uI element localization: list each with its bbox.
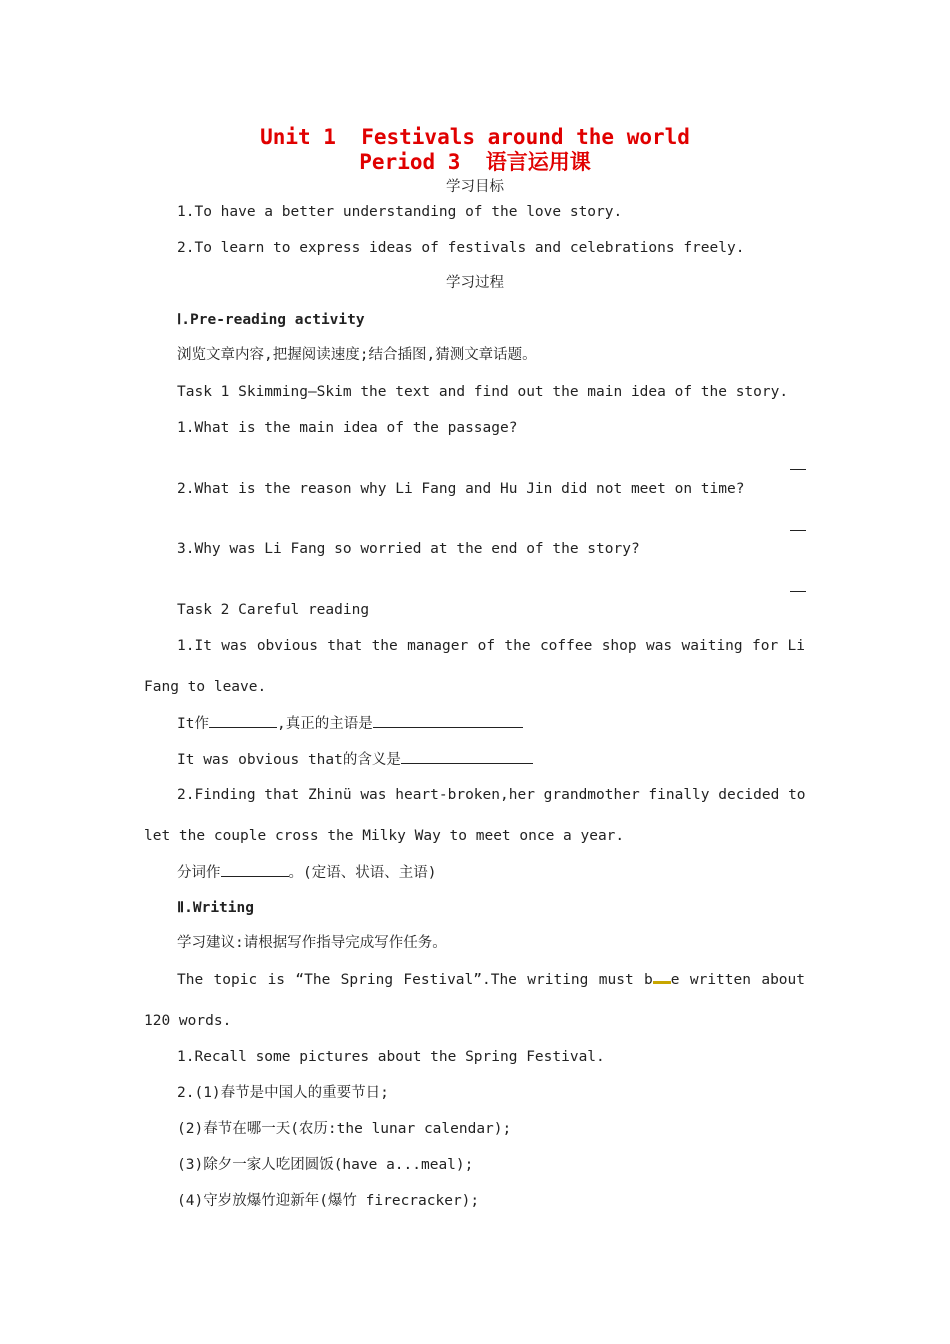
question-text: 。(定语、状语、主语): [288, 865, 437, 881]
fill-in-question: [177, 862, 436, 883]
answer-line[interactable]: [790, 591, 806, 592]
writing-step: (2)春节在哪一天(农历:the lunar calendar);: [177, 1121, 512, 1137]
reading-sentence: 2.Finding that Zhinü was heart-broken,her grandmother finally decided to: [177, 787, 806, 803]
fill-in-question: [177, 749, 533, 770]
answer-blank[interactable]: [373, 713, 523, 728]
section-instruction: 浏览文章内容,把握阅读速度;结合插图,猜测文章话题。: [177, 347, 537, 363]
reading-sentence-continued: let the couple cross the Milky Way to meet once a year.: [144, 828, 625, 844]
writing-topic: [177, 970, 805, 990]
document-title: Unit 1 Festivals around the world: [260, 125, 690, 149]
highlight-mark: [653, 971, 671, 984]
question-text: It作: [177, 716, 209, 732]
topic-text: The topic is “The Spring Festival”.The writing must b: [177, 972, 653, 988]
question-item: 3.Why was Li Fang so worried at the end of the story?: [177, 541, 640, 557]
goal-item: 2.To learn to express ideas of festivals and celebrations freely.: [177, 240, 745, 256]
question-text: 分词作: [177, 865, 221, 881]
question-item: 1.What is the main idea of the passage?: [177, 420, 518, 436]
topic-text: e written about: [670, 972, 805, 988]
document-subtitle: Period 3 语言运用课: [359, 150, 591, 174]
answer-blank[interactable]: [209, 713, 277, 728]
writing-step: 2.(1)春节是中国人的重要节日;: [177, 1085, 389, 1101]
answer-blank[interactable]: [221, 862, 289, 877]
task-heading: Task 2 Careful reading: [177, 602, 370, 618]
question-item: 2.What is the reason why Li Fang and Hu Jin did not meet on time?: [177, 481, 745, 497]
answer-line[interactable]: [790, 469, 806, 470]
fill-in-question: [177, 713, 523, 734]
section-instruction: 学习建议:请根据写作指导完成写作任务。: [177, 935, 447, 951]
goals-heading: 学习目标: [446, 179, 504, 195]
answer-blank[interactable]: [401, 749, 533, 764]
goal-item: 1.To have a better understanding of the love story.: [177, 204, 623, 220]
reading-sentence: 1.It was obvious that the manager of the coffee shop was waiting for Li: [177, 638, 805, 654]
answer-line[interactable]: [790, 530, 806, 531]
writing-step: (4)守岁放爆竹迎新年(爆竹 firecracker);: [177, 1193, 480, 1209]
process-heading: 学习过程: [446, 275, 504, 291]
reading-sentence-continued: Fang to leave.: [144, 679, 267, 695]
writing-topic-continued: 120 words.: [144, 1013, 232, 1029]
question-text: It was obvious that的含义是: [177, 752, 401, 768]
section-heading-writing: Ⅱ.Writing: [177, 900, 254, 916]
task-heading: Task 1 Skimming—Skim the text and find out the main idea of the story.: [177, 384, 789, 400]
writing-step: 1.Recall some pictures about the Spring Festival.: [177, 1049, 605, 1065]
section-heading-pre-reading: Ⅰ.Pre-reading activity: [177, 312, 365, 328]
question-text: ,真正的主语是: [276, 716, 373, 732]
writing-step: (3)除夕一家人吃团圆饭(have a...meal);: [177, 1157, 474, 1173]
